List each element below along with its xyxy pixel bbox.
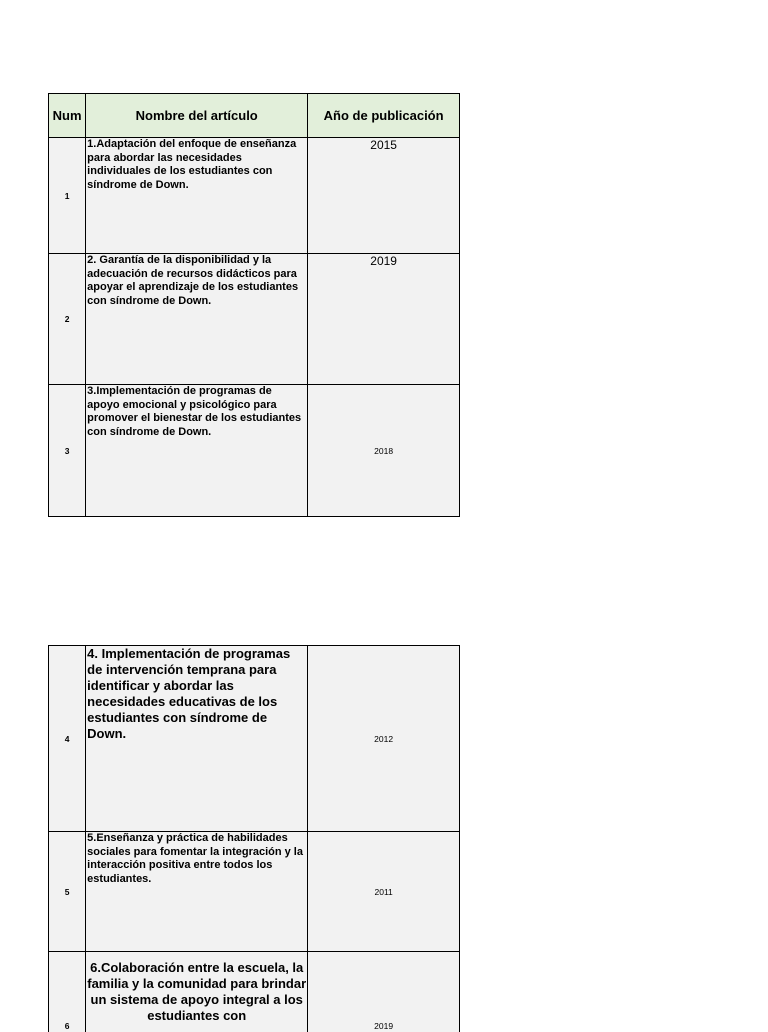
year-cell[interactable] xyxy=(308,952,460,1032)
table-row xyxy=(49,952,460,1032)
article-name-cell[interactable]: 4. Implementación de programas de intervención temprana para identificar y abordar las necesidades educativas de los estudiantes con síndrome de Down. xyxy=(86,646,308,832)
article-name-cell[interactable]: 3.Implementación de programas de apoyo emocional y psicológico para promover el bienestar de los estudiantes con síndrome de Down. xyxy=(86,385,308,517)
row-num-cell[interactable]: 1 xyxy=(49,138,86,254)
year-cell[interactable]: 2015 xyxy=(308,138,460,254)
row-num-cell[interactable]: 3 xyxy=(49,385,86,517)
articles-table-top xyxy=(48,93,460,517)
article-name-cell[interactable]: 6.Colaboración entre la escuela, la familia y la comunidad para brindar un sistema de apoyo integral a los estudiantes con xyxy=(86,952,308,1032)
year-cell[interactable]: 2012 xyxy=(308,646,460,832)
year-cell[interactable]: 2019 xyxy=(308,254,460,385)
header-article-name[interactable]: Nombre del artículo xyxy=(86,94,308,138)
row-num-cell[interactable]: 4 xyxy=(49,646,86,832)
table-row xyxy=(49,832,460,952)
article-name-cell[interactable]: 2. Garantía de la disponibilidad y la adecuación de recursos didácticos para apoyar el aprendizaje de los estudiantes con síndrome de Down. xyxy=(86,254,308,385)
row-num-cell[interactable] xyxy=(49,952,86,1032)
table-header-row xyxy=(49,94,460,138)
year-cell[interactable]: 2018 xyxy=(308,385,460,517)
year-text: 2019 xyxy=(374,1020,394,1031)
row-num-cell[interactable]: 2 xyxy=(49,254,86,385)
article-name-cell[interactable]: 5.Enseñanza y práctica de habilidades sociales para fomentar la integración y la interacción positiva entre todos los estudiantes. xyxy=(86,832,308,952)
table-row xyxy=(49,138,460,254)
row-num-text: 6 xyxy=(64,1020,70,1031)
header-publication-year[interactable]: Año de publicación xyxy=(308,94,460,138)
header-num[interactable]: Num xyxy=(49,94,86,138)
articles-table-bottom xyxy=(48,645,460,1032)
article-name-cell[interactable]: 1.Adaptación del enfoque de enseñanza para abordar las necesidades individuales de los estudiantes con síndrome de Down. xyxy=(86,138,308,254)
year-cell[interactable]: 2011 xyxy=(308,832,460,952)
table-row xyxy=(49,385,460,517)
table-row xyxy=(49,254,460,385)
table-row xyxy=(49,646,460,832)
row-num-cell[interactable]: 5 xyxy=(49,832,86,952)
